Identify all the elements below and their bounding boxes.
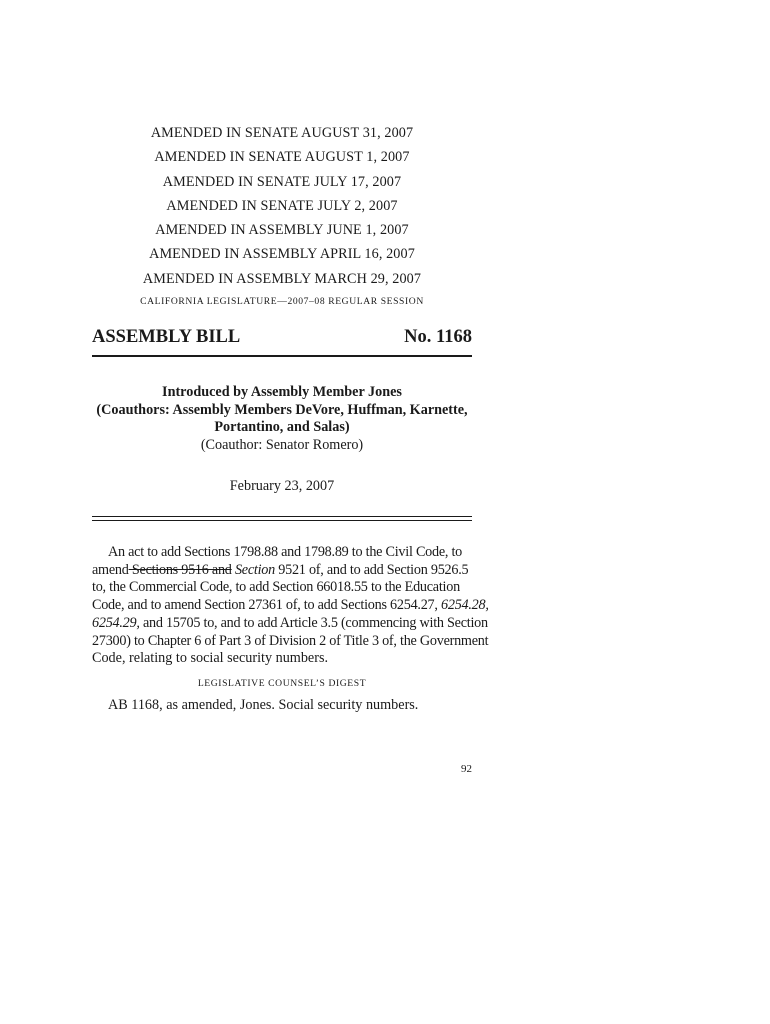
introduction-date: February 23, 2007 <box>229 478 335 494</box>
senate-coauthor: (Coauthor: Senator Romero) <box>200 436 364 453</box>
act-text: and 15705 to, and to add Article 3.5 (commencing with Section <box>139 614 488 631</box>
act-title <box>92 544 489 668</box>
amendment-line: AMENDED IN ASSEMBLY APRIL 16, 2007 <box>149 246 415 263</box>
inserted-text: 6254.28, <box>437 597 489 614</box>
act-text: 27300) to Chapter 6 of Part 3 of Division 2 of Title 3 of, the Government <box>92 632 489 649</box>
bill-header <box>92 327 472 351</box>
inserted-text: 6254.29, <box>92 614 140 631</box>
digest-summary: AB 1168, as amended, Jones. Social security numbers. <box>108 697 419 713</box>
act-line <box>92 544 472 562</box>
act-text: 9521 of, and to add Section 9526.5 <box>274 561 469 578</box>
bill-type: ASSEMBLY BILL <box>92 327 241 347</box>
act-line <box>92 650 472 668</box>
section-rule <box>92 516 472 517</box>
struck-text: Sections 9516 and <box>128 561 232 578</box>
coauthors-line: Portantino, and Salas) <box>214 419 350 435</box>
bill-page <box>92 0 489 1024</box>
act-line <box>92 562 472 580</box>
session-label: CALIFORNIA LEGISLATURE—2007–08 REGULAR SESSION <box>140 296 424 307</box>
act-text: amend <box>92 561 129 578</box>
inserted-text: Section <box>231 561 275 578</box>
amendment-line: AMENDED IN ASSEMBLY JUNE 1, 2007 <box>155 222 409 239</box>
act-text: An act to add Sections 1798.88 and 1798.89 to the Civil Code, to <box>108 544 463 560</box>
act-text-group <box>92 597 489 615</box>
act-line <box>92 632 489 651</box>
amendment-line: AMENDED IN SENATE AUGUST 1, 2007 <box>154 149 410 166</box>
section-rule <box>92 520 472 521</box>
page-number: 92 <box>461 763 472 775</box>
amendment-history <box>92 121 472 291</box>
act-line <box>92 597 489 615</box>
introduction-block <box>92 384 472 454</box>
amendment-line: AMENDED IN SENATE AUGUST 31, 2007 <box>150 125 414 141</box>
bill-number: No. 1168 <box>404 327 472 347</box>
coauthors-line: (Coauthors: Assembly Members DeVore, Huffman, Karnette, <box>96 401 468 418</box>
act-text: Code, and to amend Section 27361 of, to add Sections 6254.27, <box>92 597 438 614</box>
header-rule <box>92 355 472 357</box>
amendment-line: AMENDED IN SENATE JULY 17, 2007 <box>162 173 402 190</box>
act-text-group <box>92 615 488 633</box>
introduced-by: Introduced by Assembly Member Jones <box>162 384 402 400</box>
act-text: Code, relating to social security numbers. <box>92 650 329 667</box>
act-text-group <box>92 562 468 580</box>
act-text: to, the Commercial Code, to add Section 66018.55 to the Education <box>92 579 460 596</box>
act-line <box>92 614 488 633</box>
digest-heading: LEGISLATIVE COUNSEL’S DIGEST <box>197 678 367 689</box>
amendment-line: AMENDED IN SENATE JULY 2, 2007 <box>166 197 398 214</box>
act-line <box>92 579 472 597</box>
amendment-line: AMENDED IN ASSEMBLY MARCH 29, 2007 <box>142 270 422 287</box>
